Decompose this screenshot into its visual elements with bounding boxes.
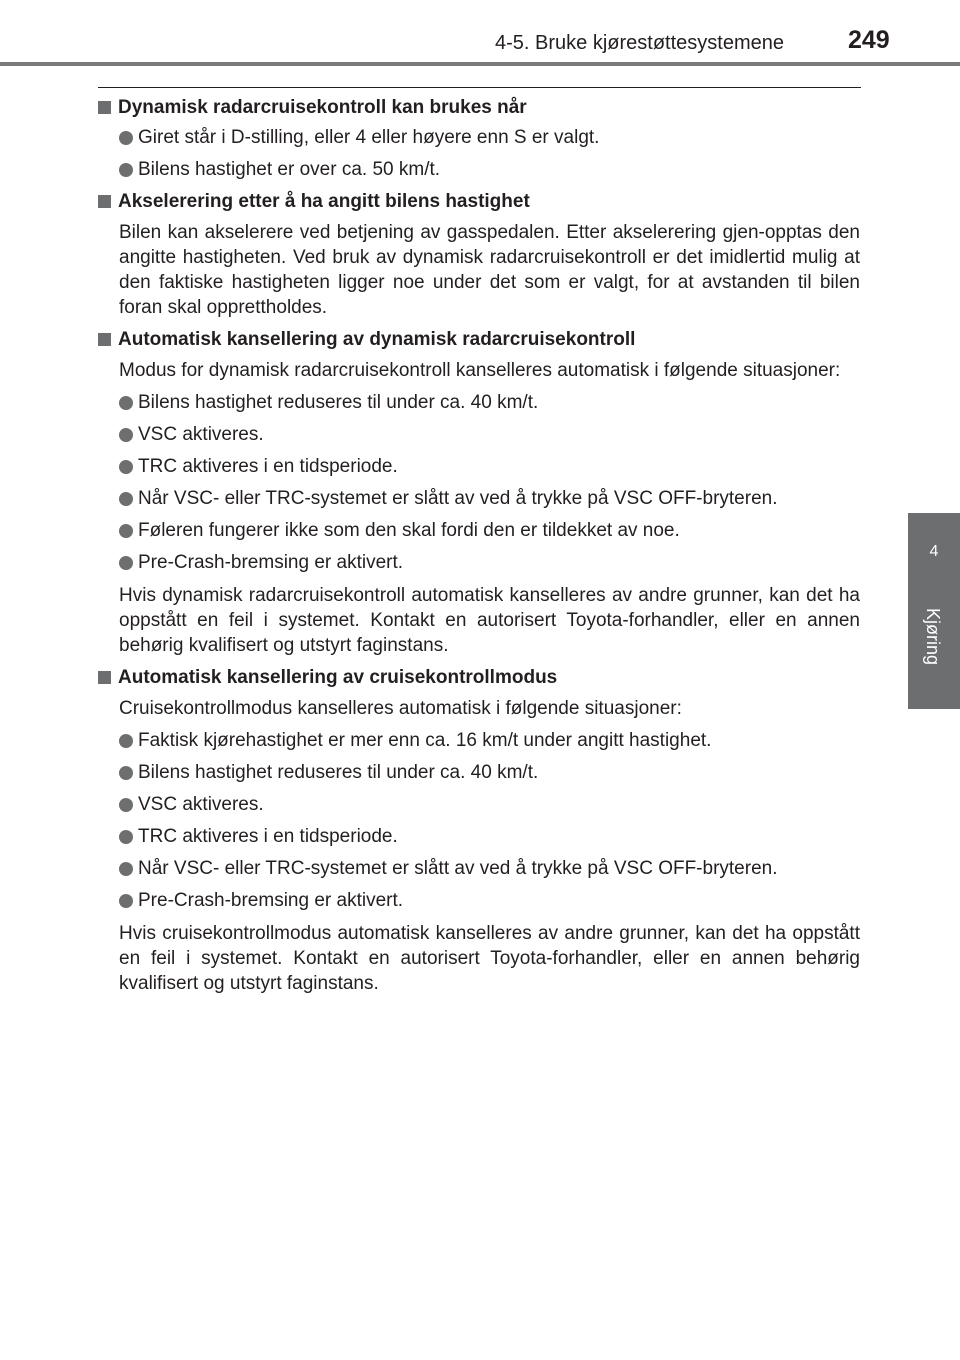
circle-bullet-icon [119, 894, 133, 908]
list-item [119, 793, 860, 817]
list-item-text: Giret står i D-stilling, eller 4 eller høyere enn S er valgt. [138, 127, 600, 148]
circle-bullet-icon [119, 163, 133, 177]
circle-bullet-icon [119, 734, 133, 748]
page-header [0, 0, 960, 63]
list-item [119, 487, 860, 511]
list-item-text: Pre-Crash-bremsing er aktivert. [138, 890, 404, 911]
list-item [119, 551, 860, 575]
body-paragraph: Bilen kan akselerere ved betjening av gasspedalen. Etter akselerering gjen-opptas den angitte hastigheten. Ved bruk av dynamisk radarcruisekontroll er det imidlertid mulig at den faktiske hastigheten ligger noe under det som er valgt, for at avstanden til bilen foran skal opprettholdes. [119, 222, 860, 318]
section-heading-text: Automatisk kansellering av cruisekontrollmodus [118, 667, 558, 688]
circle-bullet-icon [119, 798, 133, 812]
list-item-text: Føleren fungerer ikke som den skal fordi den er tildekket av noe. [138, 520, 680, 541]
circle-bullet-icon [119, 131, 133, 145]
header-divider [0, 62, 960, 66]
list-item-text: TRC aktiveres i en tidsperiode. [138, 826, 398, 847]
body-paragraph: Cruisekontrollmodus kanselleres automatisk i følgende situasjoner: [119, 698, 682, 719]
body-paragraph: Hvis cruisekontrollmodus automatisk kanselleres av andre grunner, kan det ha oppstått en feil i systemet. Kontakt en autorisert Toyota-forhandler, eller en annen behørig kvalifisert og utstyrt faginstans. [119, 923, 860, 994]
body-paragraph: Hvis dynamisk radarcruisekontroll automatisk kanselleres av andre grunner, kan det ha oppstått en feil i systemet. Kontakt en autorisert Toyota-forhandler, eller en annen behørig kvalifisert og utstyrt faginstans. [119, 585, 860, 656]
list-item-text: Faktisk kjørehastighet er mer enn ca. 16 km/t under angitt hastighet. [138, 730, 712, 751]
square-bullet-icon [98, 671, 111, 684]
list-item [119, 825, 860, 849]
square-bullet-icon [98, 195, 111, 208]
list-item [119, 391, 860, 415]
list-item-text: Bilens hastighet reduseres til under ca. 40 km/t. [138, 392, 539, 413]
list-item-text: Bilens hastighet reduseres til under ca. 40 km/t. [138, 762, 539, 783]
list-item [119, 519, 860, 543]
square-bullet-icon [98, 333, 111, 346]
list-item [119, 889, 860, 913]
page-content [98, 96, 860, 1004]
page-number: 249 [848, 26, 890, 54]
section-heading [98, 666, 860, 690]
list-item [119, 761, 860, 785]
list-item [119, 158, 860, 182]
section-heading-text: Automatisk kansellering av dynamisk radarcruisekontroll [118, 329, 636, 350]
section-heading [98, 328, 860, 352]
chapter-number: 4 [929, 543, 939, 560]
list-item-text: Bilens hastighet er over ca. 50 km/t. [138, 159, 441, 180]
header-section-title: 4-5. Bruke kjørestøttesystemene [495, 32, 784, 54]
section-heading [98, 190, 860, 214]
body-paragraph: Modus for dynamisk radarcruisekontroll kanselleres automatisk i følgende situasjoner: [119, 360, 841, 381]
chapter-label: Kjøring [923, 608, 943, 666]
circle-bullet-icon [119, 396, 133, 410]
list-item [119, 857, 860, 881]
circle-bullet-icon [119, 524, 133, 538]
section-heading-text: Dynamisk radarcruisekontroll kan brukes når [118, 97, 527, 118]
list-item [119, 729, 860, 753]
chapter-side-tab[interactable] [908, 513, 960, 709]
circle-bullet-icon [119, 830, 133, 844]
list-item-text: TRC aktiveres i en tidsperiode. [138, 456, 398, 477]
list-item [119, 455, 860, 479]
circle-bullet-icon [119, 766, 133, 780]
square-bullet-icon [98, 101, 111, 114]
content-top-divider [98, 87, 861, 88]
section-heading-text: Akselerering etter å ha angitt bilens hastighet [118, 191, 530, 212]
list-item [119, 126, 860, 150]
list-item-text: VSC aktiveres. [138, 424, 264, 445]
circle-bullet-icon [119, 460, 133, 474]
list-item [119, 423, 860, 447]
circle-bullet-icon [119, 556, 133, 570]
list-item-text: Pre-Crash-bremsing er aktivert. [138, 552, 404, 573]
circle-bullet-icon [119, 428, 133, 442]
list-item-text: VSC aktiveres. [138, 794, 264, 815]
circle-bullet-icon [119, 492, 133, 506]
circle-bullet-icon [119, 862, 133, 876]
list-item-text: Når VSC- eller TRC-systemet er slått av ved å trykke på VSC OFF-bryteren. [138, 488, 778, 509]
section-heading [98, 96, 860, 120]
list-item-text: Når VSC- eller TRC-systemet er slått av ved å trykke på VSC OFF-bryteren. [138, 858, 778, 879]
